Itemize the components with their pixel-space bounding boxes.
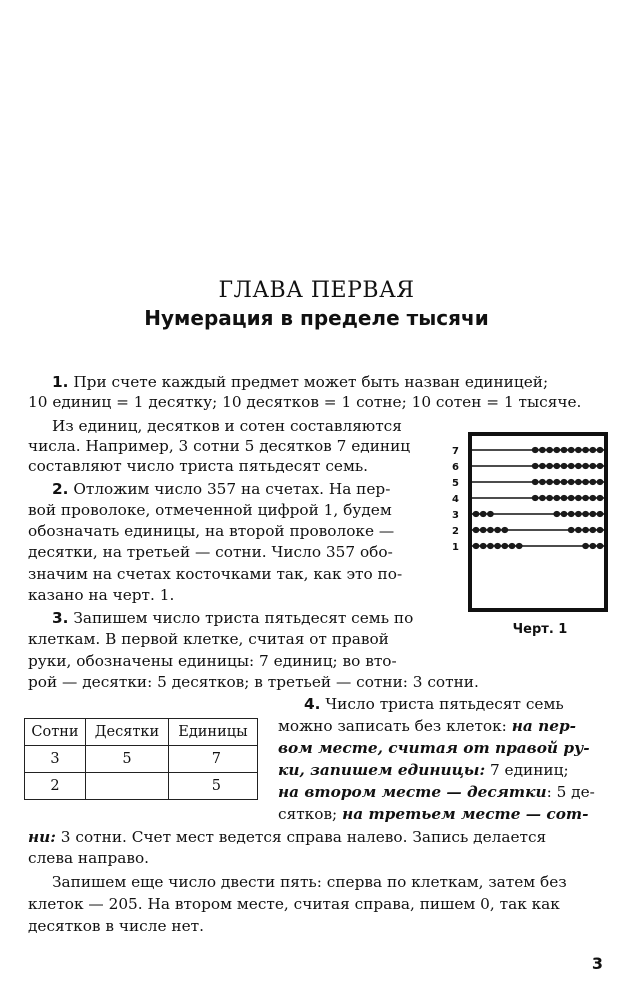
abacus-bead <box>494 527 501 533</box>
abacus-bead <box>568 511 575 517</box>
abacus-bead <box>568 447 575 453</box>
p4-line-1: 4. Число триста пятьдесят семь <box>304 695 564 713</box>
abacus-bead <box>561 495 568 501</box>
abacus-bead <box>589 527 596 533</box>
p5-line-2: клеток — 205. На втором месте, считая справа, пишем 0, так как <box>28 895 560 913</box>
abacus-bead <box>589 511 596 517</box>
header-hundreds: Сотни <box>25 719 86 746</box>
p3-line-3: руки, обозначены единицы: 7 единиц; во вто- <box>28 652 397 670</box>
table-cell: 5 <box>86 746 169 773</box>
abacus-bead <box>539 447 546 453</box>
abacus-bead <box>575 527 582 533</box>
abacus-bead <box>575 495 582 501</box>
figure-caption: Черт. 1 <box>512 622 568 637</box>
abacus-bead <box>582 447 589 453</box>
abacus-figure <box>444 430 610 614</box>
abacus-bead <box>532 479 539 485</box>
abacus-bead <box>473 527 480 533</box>
abacus-bead <box>532 495 539 501</box>
abacus-bead <box>561 447 568 453</box>
abacus-bead <box>561 463 568 469</box>
p4-line-4: ки, запишем единицы: 7 единиц; <box>278 761 569 779</box>
abacus-bead <box>553 447 560 453</box>
abacus-bead <box>473 511 480 517</box>
abacus-bead <box>480 527 487 533</box>
p4-line-5: на втором месте — десятки: 5 де- <box>278 783 595 801</box>
abacus-bead <box>546 463 553 469</box>
abacus-bead <box>582 463 589 469</box>
abacus-bead <box>568 495 575 501</box>
abacus-bead <box>509 543 516 549</box>
abacus-bead <box>575 479 582 485</box>
p1-line-5: составляют число триста пятьдесят семь. <box>28 457 369 475</box>
abacus-bead <box>582 495 589 501</box>
page-number: 3 <box>591 954 603 973</box>
table-row <box>25 773 258 800</box>
abacus-bead <box>553 511 560 517</box>
wire-label: 2 <box>452 526 459 537</box>
abacus-bead <box>589 479 596 485</box>
abacus-bead <box>597 447 604 453</box>
header-units: Единицы <box>168 719 257 746</box>
abacus-bead <box>516 543 523 549</box>
abacus-bead <box>532 463 539 469</box>
abacus-bead <box>582 543 589 549</box>
table-cell: 3 <box>25 746 86 773</box>
abacus-bead <box>597 495 604 501</box>
abacus-bead <box>582 511 589 517</box>
p5-line-3: десятков в числе нет. <box>28 917 204 935</box>
wire-label: 7 <box>452 446 459 457</box>
p2-line-1: 2. Отложим число 357 на счетах. На пер- <box>52 480 391 498</box>
abacus-bead <box>597 527 604 533</box>
p3-line-1: 3. Запишем число триста пятьдесят семь по <box>52 609 414 627</box>
abacus-bead <box>487 527 494 533</box>
p2-line-5: значим на счетах косточками так, как это по- <box>28 565 403 583</box>
p4-line-6: сятков; на третьем месте — сот- <box>278 805 589 823</box>
table-cell <box>86 773 169 800</box>
abacus-bead <box>575 511 582 517</box>
abacus-bead <box>546 447 553 453</box>
abacus-bead <box>539 479 546 485</box>
abacus-bead <box>561 511 568 517</box>
wire-label: 5 <box>452 478 459 489</box>
abacus-bead <box>487 511 494 517</box>
abacus-bead <box>473 543 480 549</box>
abacus-bead <box>546 495 553 501</box>
p4-line-7: ни: 3 сотни. Счет мест ведется справа налево. Запись делается <box>28 828 547 846</box>
p2-line-2: вой проволоке, отмеченной цифрой 1, будем <box>28 501 392 519</box>
table-header-row <box>25 719 258 746</box>
abacus-bead <box>582 527 589 533</box>
table-cell: 7 <box>168 746 257 773</box>
p4-line-8: слева направо. <box>28 849 150 867</box>
p4-number: 4. <box>304 695 321 713</box>
abacus-bead <box>501 527 508 533</box>
abacus-bead <box>589 543 596 549</box>
abacus-bead <box>487 543 494 549</box>
abacus-bead <box>568 479 575 485</box>
header-tens: Десятки <box>86 719 169 746</box>
p5-line-1: Запишем еще число двести пять: сперва по клеткам, затем без <box>52 873 567 891</box>
abacus-bead <box>575 463 582 469</box>
abacus-bead <box>480 511 487 517</box>
p3-number: 3. <box>52 609 69 627</box>
p1-line-2: 10 единиц = 1 десятку; 10 десятков = 1 сотне; 10 сотен = 1 тысяче. <box>28 393 582 411</box>
p1-number: 1. <box>52 373 69 391</box>
wire-label: 4 <box>452 494 459 505</box>
abacus-bead <box>589 447 596 453</box>
abacus-bead <box>553 495 560 501</box>
chapter-title: Нумерация в пределе тысячи <box>144 306 489 330</box>
chapter-label: ГЛАВА ПЕРВАЯ <box>218 278 415 303</box>
abacus-bead <box>494 543 501 549</box>
abacus-frame <box>470 434 606 610</box>
abacus-bead <box>575 447 582 453</box>
abacus-bead <box>539 495 546 501</box>
place-value-table <box>24 718 258 800</box>
p1-line-4: числа. Например, 3 сотни 5 десятков 7 единиц <box>28 437 411 455</box>
p3-line-2: клеткам. В первой клетке, считая от правой <box>28 630 389 648</box>
p2-number: 2. <box>52 480 69 498</box>
abacus-bead <box>553 479 560 485</box>
abacus-bead <box>480 543 487 549</box>
p2-line-4: десятки, на третьей — сотни. Число 357 обо- <box>28 543 393 561</box>
wire-label: 6 <box>452 462 459 473</box>
p2-line-6: казано на черт. 1. <box>28 586 175 604</box>
abacus-bead <box>561 479 568 485</box>
table-row <box>25 746 258 773</box>
abacus-bead <box>553 463 560 469</box>
abacus-bead <box>546 479 553 485</box>
wire-label: 1 <box>452 542 459 553</box>
abacus-bead <box>501 543 508 549</box>
table-cell: 5 <box>168 773 257 800</box>
abacus-bead <box>597 479 604 485</box>
p3-line-4: рой — десятки: 5 десятков; в третьей — сотни: 3 сотни. <box>28 673 479 691</box>
abacus-bead <box>568 527 575 533</box>
p4-line-3: вом месте, считая от правой ру- <box>278 739 590 757</box>
table-cell: 2 <box>25 773 86 800</box>
p2-line-3: обозначать единицы, на второй проволоке — <box>28 522 395 540</box>
p4-line-2: можно записать без клеток: на пер- <box>278 717 576 735</box>
abacus-bead <box>589 495 596 501</box>
wire-label: 3 <box>452 510 459 521</box>
abacus-bead <box>582 479 589 485</box>
abacus-bead <box>597 511 604 517</box>
p1-line-3: Из единиц, десятков и сотен составляются <box>52 417 402 435</box>
abacus-bead <box>539 463 546 469</box>
abacus-bead <box>532 447 539 453</box>
p1-line-1: 1. При счете каждый предмет может быть назван единицей; <box>52 373 549 391</box>
abacus-bead <box>597 463 604 469</box>
abacus-bead <box>597 543 604 549</box>
abacus-bead <box>589 463 596 469</box>
abacus-bead <box>568 463 575 469</box>
